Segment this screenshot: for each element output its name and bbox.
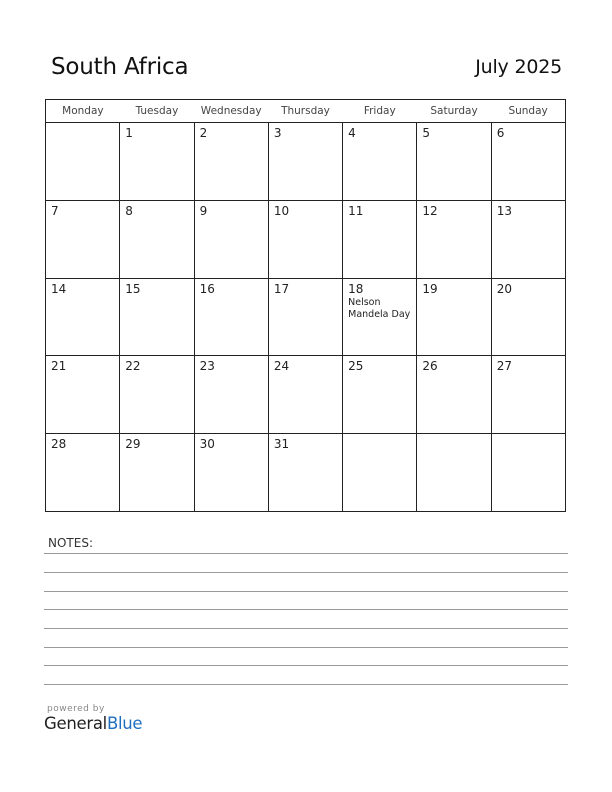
day-cell — [491, 200, 565, 278]
day-number: 17 — [273, 281, 290, 296]
day-number: 19 — [422, 281, 438, 296]
brand-name-general: General — [44, 714, 107, 733]
day-cell — [343, 356, 417, 434]
weekday-header-row — [46, 100, 566, 123]
day-number: 6 — [496, 126, 505, 140]
day-number: 18 — [348, 281, 364, 296]
day-number: 8 — [125, 203, 133, 218]
day-number: 21 — [51, 359, 67, 374]
country-title: South Africa — [51, 54, 189, 80]
day-number: 9 — [199, 203, 208, 218]
generalblue-logo — [44, 704, 142, 733]
weekday-saturday: Saturday — [417, 100, 491, 123]
day-cell — [417, 356, 491, 434]
day-number: 31 — [273, 437, 290, 452]
day-cell — [194, 278, 268, 356]
day-number: 1 — [125, 126, 133, 140]
day-cell — [194, 434, 268, 512]
day-number: 15 — [125, 281, 141, 296]
day-cell — [46, 200, 120, 278]
notes-label: NOTES: — [48, 536, 93, 550]
note-line — [44, 647, 568, 648]
day-cell — [491, 434, 565, 512]
note-line — [44, 628, 568, 629]
day-cell — [194, 200, 268, 278]
week-row — [46, 278, 566, 356]
day-cell — [120, 123, 194, 201]
day-cell — [417, 278, 491, 356]
note-line — [44, 665, 568, 666]
brand-name — [44, 714, 142, 733]
note-line — [44, 553, 568, 554]
brand-name-blue: Blue — [106, 714, 143, 733]
day-number: 3 — [273, 126, 282, 140]
day-cell — [491, 278, 565, 356]
day-number: 29 — [125, 437, 141, 452]
calendar-grid — [45, 99, 566, 512]
week-row — [46, 356, 566, 434]
day-cell — [343, 434, 417, 512]
day-cell — [46, 434, 120, 512]
day-cell — [343, 278, 417, 356]
day-number: 16 — [199, 281, 215, 296]
day-cell — [268, 123, 342, 201]
day-number: 22 — [125, 359, 141, 374]
day-number: 14 — [51, 281, 67, 296]
day-number: 26 — [422, 359, 438, 374]
day-number: 25 — [348, 359, 364, 374]
week-row — [46, 434, 566, 512]
weekday-wednesday: Wednesday — [194, 100, 268, 123]
note-line — [44, 572, 568, 573]
day-cell — [120, 356, 194, 434]
day-cell — [417, 200, 491, 278]
day-number: 24 — [273, 359, 290, 374]
day-cell — [491, 123, 565, 201]
weekday-monday: Monday — [46, 100, 120, 123]
day-cell — [343, 200, 417, 278]
day-cell — [46, 356, 120, 434]
day-cell — [120, 200, 194, 278]
day-cell — [120, 278, 194, 356]
day-cell — [120, 434, 194, 512]
day-number: 23 — [199, 359, 215, 374]
day-number: 12 — [422, 203, 438, 218]
day-cell — [194, 123, 268, 201]
weekday-friday: Friday — [343, 100, 417, 123]
day-cell — [46, 123, 120, 201]
day-number: 5 — [422, 126, 431, 140]
day-number: 20 — [496, 281, 512, 296]
day-cell — [268, 356, 342, 434]
day-number: 30 — [199, 437, 215, 452]
weekday-thursday: Thursday — [268, 100, 342, 123]
note-line — [44, 684, 568, 685]
day-cell — [268, 278, 342, 356]
day-cell — [417, 123, 491, 201]
calendar-body — [46, 123, 566, 512]
calendar-header — [50, 54, 562, 86]
weekday-tuesday: Tuesday — [120, 100, 194, 123]
day-cell — [343, 123, 417, 201]
week-row — [46, 123, 566, 201]
day-cell — [46, 278, 120, 356]
powered-by-text: powered by — [47, 704, 105, 714]
week-row — [46, 200, 566, 278]
day-number: 4 — [348, 126, 356, 140]
day-cell — [194, 356, 268, 434]
day-number: 28 — [51, 437, 67, 452]
day-cell — [491, 356, 565, 434]
weekday-sunday: Sunday — [491, 100, 565, 123]
day-number: 13 — [496, 203, 512, 218]
day-number: 11 — [348, 203, 364, 218]
holiday-label: Nelson Mandela Day — [348, 296, 411, 320]
month-year-title: July 2025 — [475, 56, 562, 78]
day-number: 7 — [51, 203, 59, 218]
day-cell — [417, 434, 491, 512]
day-number: 27 — [496, 359, 512, 374]
day-number: 2 — [199, 126, 208, 140]
day-number: 10 — [273, 203, 290, 218]
note-line — [44, 609, 568, 610]
note-line — [44, 591, 568, 592]
day-cell — [268, 434, 342, 512]
day-cell — [268, 200, 342, 278]
